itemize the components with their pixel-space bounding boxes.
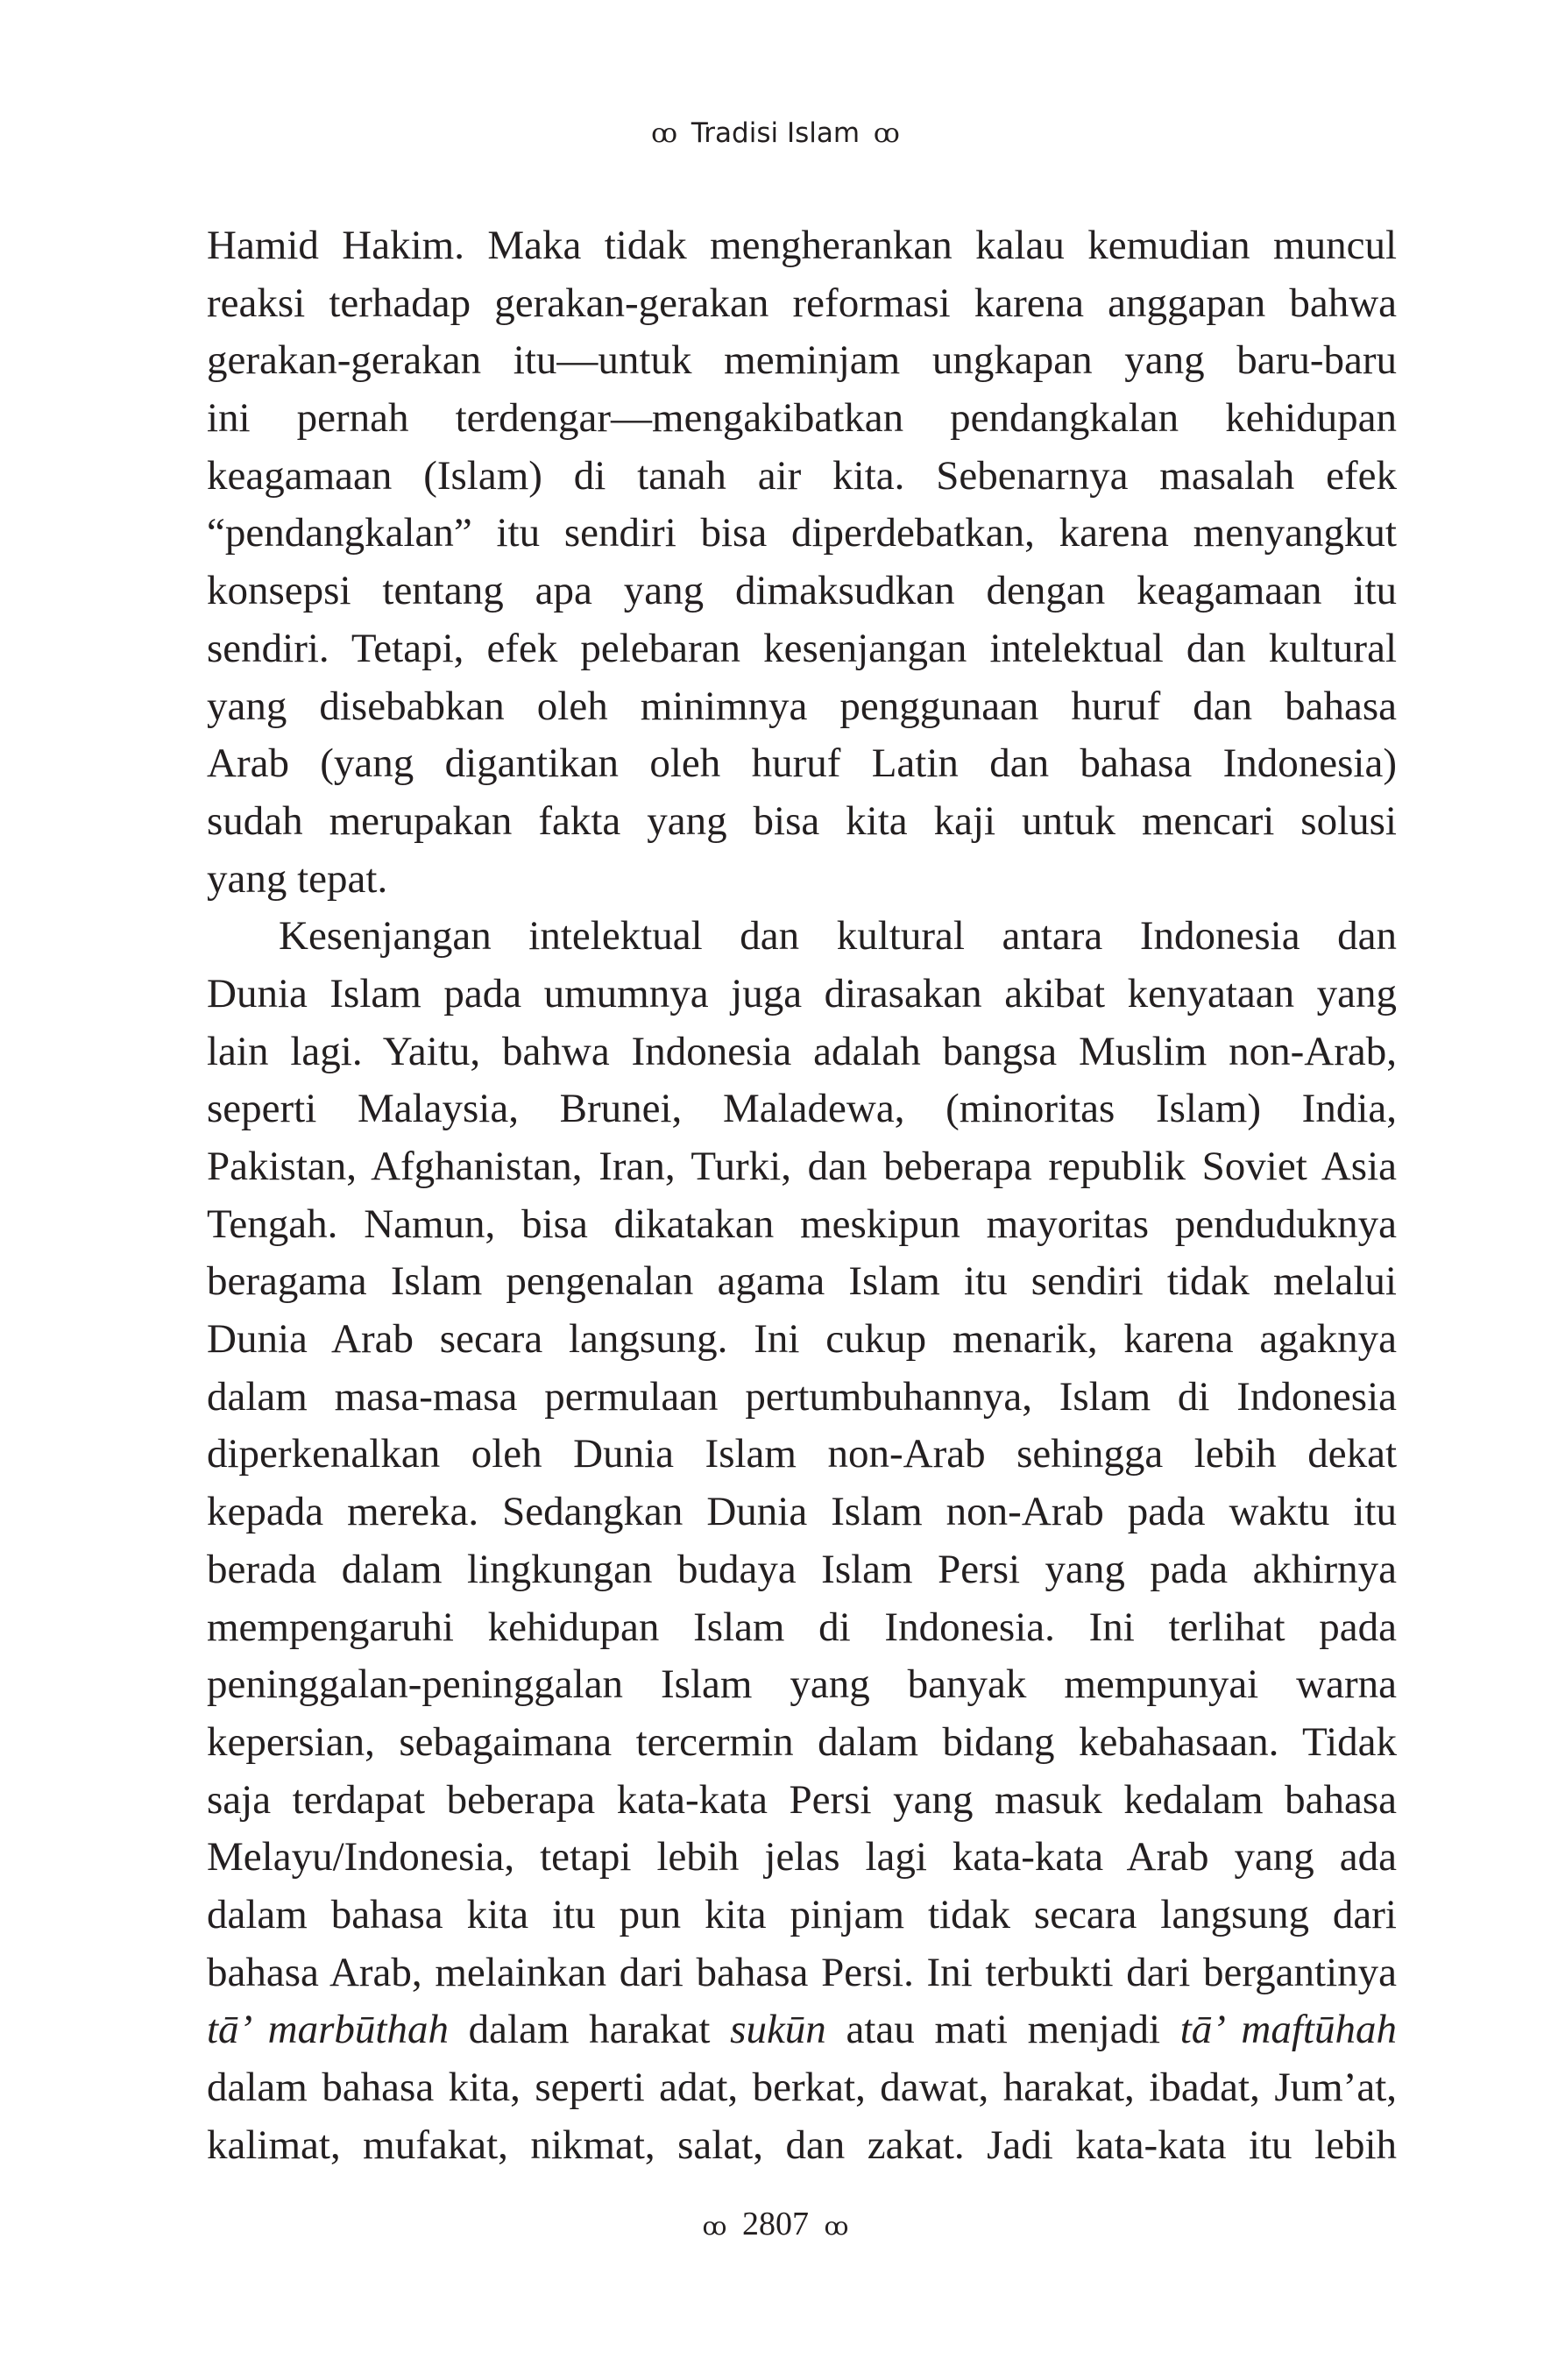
text-line: yang disebabkan oleh minimnya penggunaan huruf dan bahasa xyxy=(207,683,1397,729)
text-line: Pakistan, Afghanistan, Iran, Turki, dan beberapa republik Soviet Asia xyxy=(207,1144,1397,1189)
text-line: Dunia Islam pada umumnya juga dirasakan akibat kenyataan yang xyxy=(207,970,1397,1016)
text-line: Kesenjangan intelektual dan kultural antara Indonesia dan xyxy=(279,913,1397,960)
text-line: diperkenalkan oleh Dunia Islam non-Arab sehingga lebih dekat xyxy=(207,1431,1397,1477)
text-line: Dunia Arab secara langsung. Ini cukup menarik, karena agaknya xyxy=(207,1316,1397,1363)
italic-term: tā’ maftūhah xyxy=(1179,2007,1397,2053)
italic-term: tā’ marbūthah xyxy=(207,2007,449,2053)
text-line: sudah merupakan fakta yang bisa kita kaji untuk mencari solusi xyxy=(207,797,1397,844)
text-line: “pendangkalan” itu sendiri bisa diperdebatkan, karena menyangkut xyxy=(207,510,1397,556)
text-line: lain lagi. Yaitu, bahwa Indonesia adalah bangsa Muslim non-Arab, xyxy=(207,1028,1397,1074)
text-line: Hamid Hakim. Maka tidak mengherankan kalau kemudian muncul xyxy=(207,223,1397,268)
text-line: konsepsi tentang apa yang dimaksudkan dengan keagamaan itu xyxy=(207,568,1397,614)
running-head-title: Tradisi Islam xyxy=(691,117,860,149)
body-text xyxy=(207,217,1397,2174)
italic-term: sukūn xyxy=(730,2007,826,2053)
text-line: beragama Islam pengenalan agama Islam itu sendiri tidak melalui xyxy=(207,1258,1397,1305)
text-line-italic-terms xyxy=(207,2001,1397,2059)
text-fragment: dalam harakat xyxy=(448,2007,731,2053)
ornament-left-icon: ꝏ xyxy=(651,118,678,149)
text-line: ini pernah terdengar—mengakibatkan pendangkalan kehidupan xyxy=(207,395,1397,442)
text-line: gerakan-gerakan itu—untuk meminjam ungkapan yang baru-baru xyxy=(207,337,1397,384)
text-line: Melayu/Indonesia, tetapi lebih jelas lagi kata-kata Arab yang ada xyxy=(207,1834,1397,1881)
text-line: kepersian, sebagaimana tercermin dalam bidang kebahasaan. Tidak xyxy=(207,1718,1397,1765)
text-line: keagamaan (Islam) di tanah air kita. Sebenarnya masalah efek xyxy=(207,452,1397,499)
text-line: dalam bahasa kita itu pun kita pinjam tidak secara langsung dari xyxy=(207,1891,1397,1937)
text-line: dalam masa-masa permulaan pertumbuhannya, Islam di Indonesia xyxy=(207,1373,1397,1420)
text-line: sendiri. Tetapi, efek pelebaran kesenjangan intelektual dan kultural xyxy=(207,625,1397,671)
text-line: kepada mereka. Sedangkan Dunia Islam non-Arab pada waktu itu xyxy=(207,1489,1397,1535)
ornament-right-icon: ꝏ xyxy=(824,2212,849,2241)
text-line: Tengah. Namun, bisa dikatakan meskipun mayoritas penduduknya xyxy=(207,1201,1397,1247)
text-line: kalimat, mufakat, nikmat, salat, dan zakat. Jadi kata-kata itu lebih xyxy=(207,2121,1397,2168)
ornament-right-icon: ꝏ xyxy=(873,118,900,149)
text-line: Arab (yang digantikan oleh huruf Latin dan bahasa Indonesia) xyxy=(207,740,1397,787)
text-line: bahasa Arab, melainkan dari bahasa Persi. Ini terbukti dari bergantinya xyxy=(207,1949,1397,1995)
text-line: dalam bahasa kita, seperti adat, berkat, dawat, harakat, ibadat, Jum’at, xyxy=(207,2065,1397,2110)
text-fragment: atau mati menjadi xyxy=(825,2007,1180,2053)
text-line: mempengaruhi kehidupan Islam di Indonesia. Ini terlihat pada xyxy=(207,1604,1397,1650)
text-line: yang tepat. xyxy=(207,855,388,902)
text-line: berada dalam lingkungan budaya Islam Persi yang pada akhirnya xyxy=(207,1546,1397,1592)
page-number: 2807 xyxy=(742,2206,809,2242)
ornament-left-icon: ꝏ xyxy=(702,2212,727,2241)
page-footer xyxy=(0,2203,1551,2248)
text-line: saja terdapat beberapa kata-kata Persi yang masuk kedalam bahasa xyxy=(207,1776,1397,1823)
text-line: reaksi terhadap gerakan-gerakan reformasi karena anggapan bahwa xyxy=(207,280,1397,326)
text-line: peninggalan-peninggalan Islam yang banyak mempunyai warna xyxy=(207,1661,1397,1708)
text-line: seperti Malaysia, Brunei, Maladewa, (minoritas Islam) India, xyxy=(207,1086,1397,1132)
running-head xyxy=(0,112,1551,155)
